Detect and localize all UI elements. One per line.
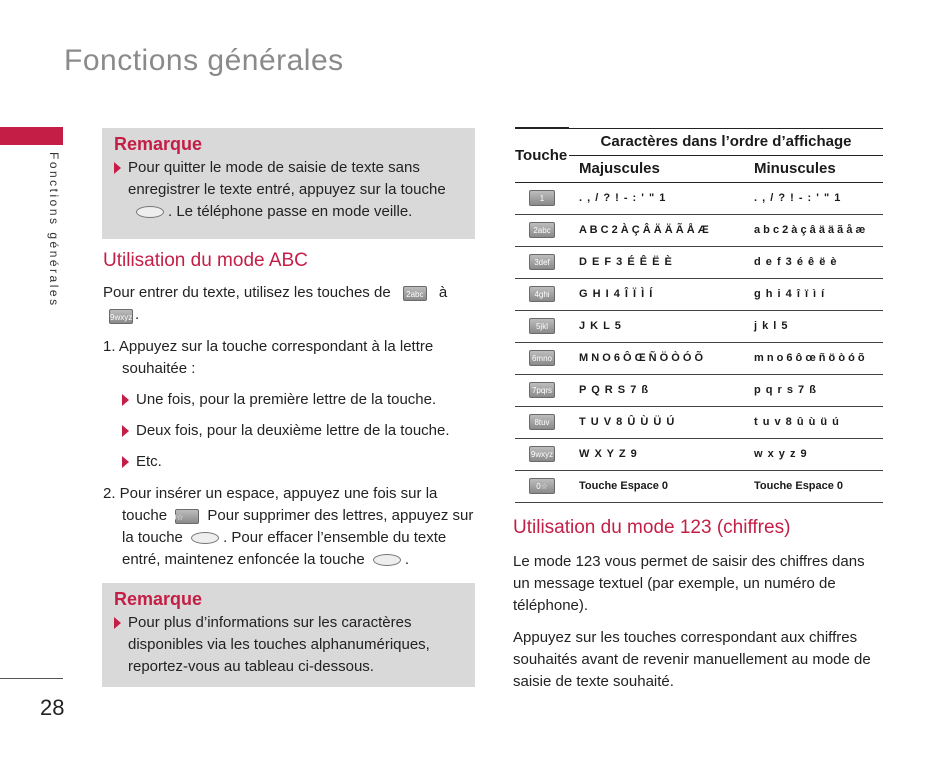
lower-chars: Touche Espace 0 (744, 470, 883, 502)
key-5-icon: 5jkl (529, 318, 555, 334)
note-text-part: Pour plus d’informations sur les caractères disponibles via les touches alphanumériques, reportez-vous au tableau ci-dessous. (128, 614, 430, 675)
abc-intro-part: à (438, 284, 448, 301)
upper-chars: P Q R S 7 ß (569, 374, 744, 406)
step-2 (103, 483, 484, 571)
lower-chars: . , / ? ! - : ' " 1 (744, 182, 883, 214)
side-chapter-label: Fonctions générales (47, 152, 61, 308)
lower-chars: m n o 6 ô œ ñ ö ò ó õ (744, 342, 883, 374)
note-heading: Remarque (114, 589, 203, 609)
lower-chars: w x y z 9 (744, 438, 883, 470)
section-heading-123: Utilisation du mode 123 (chiffres) (513, 517, 791, 538)
mode123-paragraph-1: Le mode 123 vous permet de saisir des chiffres dans un message textuel (par exemple, un numéro de téléphone). (513, 553, 865, 614)
section-heading-abc: Utilisation du mode ABC (103, 250, 308, 271)
key-0-icon: 0☆ (529, 478, 555, 494)
upper-chars: J K L 5 (569, 310, 744, 342)
note-box-1 (102, 128, 475, 239)
note-text (114, 612, 463, 678)
lower-chars: g h i 4 î ï ì í (744, 278, 883, 310)
bullet-3 (122, 451, 486, 473)
table-header-upper: Majuscules (569, 155, 744, 182)
step-1-text: 1. Appuyez sur la touche correspondant à la lettre souhaitée : (103, 338, 434, 377)
note-heading: Remarque (114, 134, 203, 154)
key-9-icon: 9wxyz (109, 309, 133, 324)
bullet-triangle-icon (114, 617, 121, 629)
upper-chars: D E F 3 É Ê Ë È (569, 246, 744, 278)
table-row (515, 438, 883, 470)
step-2-text: Pour supprimer des lettres, appuyez sur la touche (122, 507, 474, 546)
bullet-triangle-icon (114, 162, 121, 174)
table-header-main: Caractères dans l’ordre d’affichage (569, 128, 883, 155)
bullet-text: Une fois, pour la première lettre de la touche. (136, 391, 437, 408)
step-1 (103, 336, 482, 380)
key-cell (515, 438, 569, 470)
key-3-icon: 3def (529, 254, 555, 270)
lower-chars: a b c 2 à ç â ä ä ã å æ (744, 214, 883, 246)
note-text-part: . Le téléphone passe en mode veille. (168, 203, 413, 220)
upper-chars: Touche Espace 0 (569, 470, 744, 502)
key-6-icon: 6mno (529, 350, 555, 366)
table-header-lower: Minuscules (744, 155, 883, 182)
note-box-2 (102, 583, 475, 687)
step-2-text: 2. Pour insérer un espace, appuyez une fois sur la touche (103, 485, 438, 524)
key-2-icon: 2abc (403, 286, 427, 301)
upper-chars: A B C 2 À Ç Â Ä Ä Ã Å Æ (569, 214, 744, 246)
note-text (114, 157, 463, 223)
key-cell (515, 374, 569, 406)
table-row (515, 182, 883, 214)
clear-key-icon (373, 554, 401, 566)
character-table (515, 127, 883, 503)
step-2-text: . (404, 551, 410, 568)
table-row (515, 406, 883, 438)
table-row (515, 246, 883, 278)
clear-key-icon (191, 532, 219, 544)
page-number: 28 (40, 695, 65, 720)
abc-intro-part: Pour entrer du texte, utilisez les touches de (103, 284, 391, 301)
key-cell (515, 246, 569, 278)
table-row (515, 278, 883, 310)
key-cell (515, 342, 569, 374)
page-number-rule (0, 678, 63, 679)
lower-chars: t u v 8 û ù ü ú (744, 406, 883, 438)
lower-chars: d e f 3 é ê ë è (744, 246, 883, 278)
key-9-icon: 9wxyz (529, 446, 555, 462)
key-cell (515, 182, 569, 214)
key-cell (515, 214, 569, 246)
key-2-icon: 2abc (529, 222, 555, 238)
key-cell (515, 470, 569, 502)
bullet-1 (122, 389, 486, 411)
bullet-triangle-icon (122, 394, 129, 406)
bullet-text: Deux fois, pour la deuxième lettre de la touche. (136, 422, 450, 439)
upper-chars: G H I 4 Î Ï Ì Í (569, 278, 744, 310)
key-1-icon: 1 (529, 190, 555, 206)
lower-chars: j k l 5 (744, 310, 883, 342)
key-0-icon: 0☆ (175, 509, 199, 524)
key-cell (515, 406, 569, 438)
bullet-text: Etc. (136, 453, 162, 470)
table-header-touch: Touche (515, 128, 569, 182)
bullet-triangle-icon (122, 425, 129, 437)
abc-intro (103, 282, 463, 326)
mode123-paragraph-2: Appuyez sur les touches correspondant aux chiffres souhaités avant de revenir manuellement au mode de saisie de texte souhaité. (513, 629, 871, 690)
key-cell (515, 278, 569, 310)
table-row (515, 374, 883, 406)
key-4-icon: 4ghi (529, 286, 555, 302)
upper-chars: . , / ? ! - : ' " 1 (569, 182, 744, 214)
key-cell (515, 310, 569, 342)
page-title: Fonctions générales (64, 44, 344, 77)
upper-chars: M N O 6 Ô Œ Ñ Ö Ò Ó Õ (569, 342, 744, 374)
key-8-icon: 8tuv (529, 414, 555, 430)
end-key-icon (136, 206, 164, 218)
lower-chars: p q r s 7 ß (744, 374, 883, 406)
step-2-text: . Pour effacer l’ensemble du texte entré, maintenez enfoncée la touche (122, 529, 447, 568)
abc-intro-part: . (135, 306, 140, 323)
upper-chars: W X Y Z 9 (569, 438, 744, 470)
table-row (515, 470, 883, 502)
table-row (515, 214, 883, 246)
chapter-tab (0, 127, 63, 145)
table-row (515, 310, 883, 342)
bullet-2 (122, 420, 486, 442)
key-7-icon: 7pqrs (529, 382, 555, 398)
note-text-part: Pour quitter le mode de saisie de texte sans enregistrer le texte entré, appuyez sur la touche (128, 159, 446, 198)
bullet-triangle-icon (122, 456, 129, 468)
table-row (515, 342, 883, 374)
upper-chars: T U V 8 Û Ù Ü Ú (569, 406, 744, 438)
